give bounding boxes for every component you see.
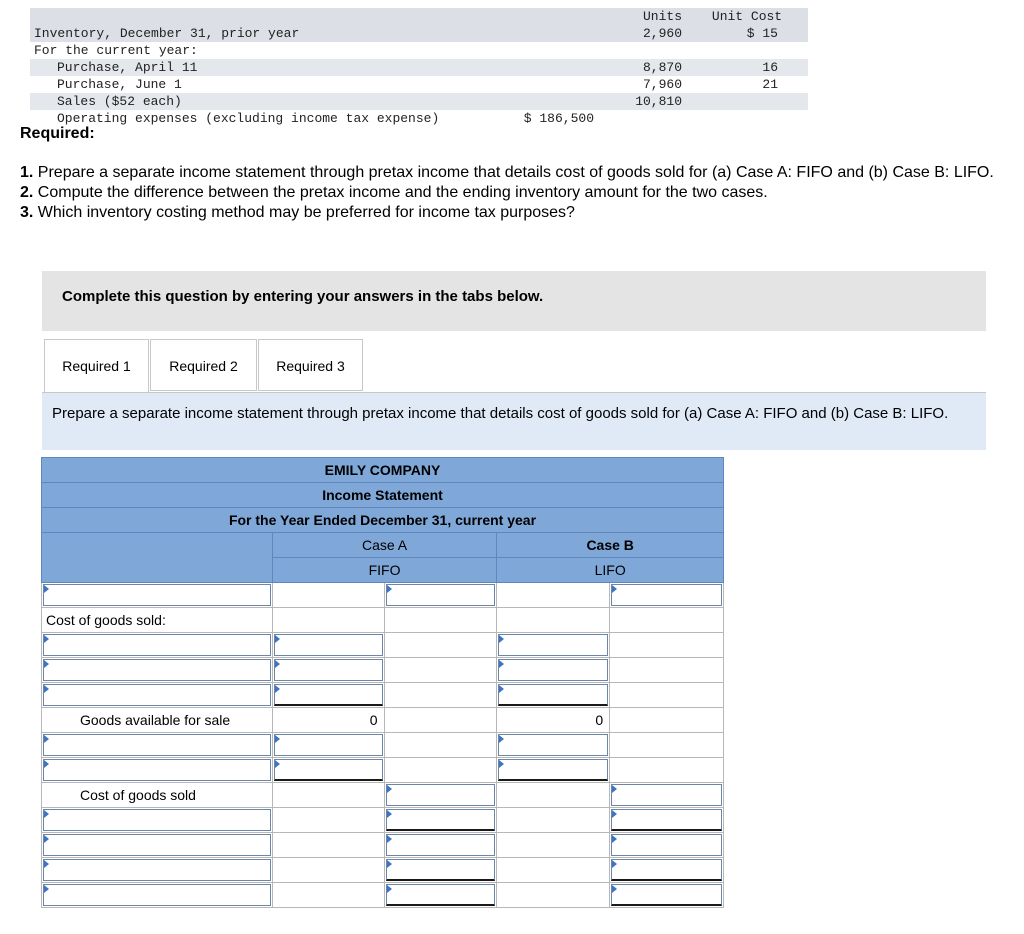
case-a-amount-input[interactable] bbox=[386, 834, 496, 856]
statement-row bbox=[42, 608, 724, 633]
statement-row bbox=[42, 658, 724, 683]
question-text: Prepare a separate income statement through pretax income that details cost of goods sold for (a) Case A: FIFO and (b) Case B: LIFO. bbox=[37, 164, 994, 181]
case-a-amount-input[interactable] bbox=[386, 859, 496, 881]
statement-title: Income Statement bbox=[42, 483, 724, 508]
statement-row bbox=[42, 683, 724, 708]
dropdown-arrow-icon bbox=[44, 685, 49, 693]
statement-row bbox=[42, 758, 724, 783]
data-label: Purchase, June 1 bbox=[57, 77, 182, 92]
line-item-dropdown[interactable] bbox=[43, 584, 271, 606]
case-a-amount-input[interactable] bbox=[274, 684, 383, 706]
statement-row bbox=[42, 583, 724, 608]
case-a-pretax-input[interactable] bbox=[386, 884, 496, 906]
cogs-section-label: Cost of goods sold: bbox=[42, 608, 273, 633]
data-label: For the current year: bbox=[34, 43, 198, 58]
tab-prompt bbox=[42, 393, 986, 450]
data-row bbox=[30, 93, 808, 110]
line-item-dropdown[interactable] bbox=[43, 809, 271, 831]
case-a-amount-input[interactable] bbox=[274, 759, 383, 781]
data-units: 10,810 bbox=[598, 93, 686, 110]
data-row bbox=[30, 110, 808, 127]
dropdown-arrow-icon bbox=[44, 635, 49, 643]
data-header-row bbox=[30, 8, 808, 25]
question-item bbox=[20, 163, 1000, 183]
question-text: Which inventory costing method may be preferred for income tax purposes? bbox=[37, 204, 575, 221]
data-units: 7,960 bbox=[642, 77, 682, 92]
case-b-amount-input[interactable] bbox=[611, 859, 722, 881]
case-b-amount-input[interactable] bbox=[611, 834, 722, 856]
statement-row bbox=[42, 883, 724, 908]
data-label: Inventory, December 31, prior year bbox=[30, 25, 450, 42]
data-row bbox=[30, 59, 808, 76]
case-a-header: Case A bbox=[272, 533, 497, 558]
dropdown-arrow-icon bbox=[44, 810, 49, 818]
statement-row bbox=[42, 833, 724, 858]
case-b-amount-input[interactable] bbox=[498, 734, 608, 756]
case-b-cogs-input[interactable] bbox=[611, 784, 722, 806]
case-b-amount-input[interactable] bbox=[498, 659, 608, 681]
dropdown-arrow-icon bbox=[275, 685, 280, 693]
data-label bbox=[30, 8, 450, 25]
question-number: 1. bbox=[20, 164, 34, 181]
income-statement-table bbox=[41, 457, 724, 908]
dropdown-arrow-icon bbox=[275, 760, 280, 768]
prompt-text: Prepare a separate income statement through pretax income that details cost of goods sold for (a) Case A: FIFO and (b) Case B: LIFO. bbox=[52, 405, 949, 422]
question-item bbox=[20, 203, 1000, 223]
line-item-dropdown[interactable] bbox=[43, 884, 271, 906]
statement-row bbox=[42, 733, 724, 758]
case-b-header: Case B bbox=[497, 533, 724, 558]
dropdown-arrow-icon bbox=[275, 635, 280, 643]
dropdown-arrow-icon bbox=[44, 760, 49, 768]
dropdown-arrow-icon bbox=[499, 760, 504, 768]
data-cost: 16 bbox=[686, 59, 808, 76]
line-item-dropdown[interactable] bbox=[43, 734, 271, 756]
question-number: 3. bbox=[20, 204, 34, 221]
case-a-amount-input[interactable] bbox=[386, 809, 496, 831]
data-row bbox=[30, 25, 808, 42]
case-b-amount-input[interactable] bbox=[611, 584, 722, 606]
instruction-banner bbox=[42, 271, 986, 331]
inventory-data-table bbox=[30, 8, 808, 127]
line-item-dropdown[interactable] bbox=[43, 834, 271, 856]
dropdown-arrow-icon bbox=[499, 660, 504, 668]
data-units: 8,870 bbox=[598, 59, 686, 76]
data-units: 2,960 bbox=[598, 25, 686, 42]
dropdown-arrow-icon bbox=[275, 735, 280, 743]
data-cost: 21 bbox=[762, 77, 778, 92]
dropdown-arrow-icon bbox=[44, 660, 49, 668]
case-a-amount-input[interactable] bbox=[274, 659, 383, 681]
line-item-dropdown[interactable] bbox=[43, 659, 271, 681]
required-heading: Required: bbox=[20, 125, 95, 142]
unit-cost-header: Unit Cost bbox=[686, 8, 808, 25]
data-label: Operating expenses (excluding income tax expense) bbox=[57, 111, 440, 126]
dropdown-arrow-icon bbox=[612, 585, 617, 593]
dropdown-arrow-icon bbox=[44, 885, 49, 893]
dropdown-arrow-icon bbox=[612, 810, 617, 818]
line-item-dropdown[interactable] bbox=[43, 759, 271, 781]
question-text: Compute the difference between the pretax income and the ending inventory amount for the two cases. bbox=[37, 184, 768, 201]
question-item bbox=[20, 183, 1000, 203]
method-a-header: FIFO bbox=[272, 558, 497, 583]
dropdown-arrow-icon bbox=[612, 885, 617, 893]
tab-required-1[interactable]: Required 1 bbox=[44, 339, 149, 393]
dropdown-arrow-icon bbox=[44, 585, 49, 593]
line-item-dropdown[interactable] bbox=[43, 634, 271, 656]
line-item-dropdown[interactable] bbox=[43, 684, 271, 706]
case-a-amount-input[interactable] bbox=[274, 634, 383, 656]
case-b-amount-input[interactable] bbox=[498, 684, 608, 706]
units-header: Units bbox=[598, 8, 686, 25]
case-b-amount-input[interactable] bbox=[498, 634, 608, 656]
instruction-text: Complete this question by entering your answers in the tabs below. bbox=[62, 288, 544, 305]
dropdown-arrow-icon bbox=[387, 860, 392, 868]
data-row bbox=[30, 42, 808, 59]
data-label: Purchase, April 11 bbox=[30, 59, 450, 76]
tab-required-3[interactable]: Required 3 bbox=[258, 339, 363, 391]
dropdown-arrow-icon bbox=[387, 835, 392, 843]
dropdown-arrow-icon bbox=[499, 735, 504, 743]
statement-row bbox=[42, 858, 724, 883]
goods-available-label: Goods available for sale bbox=[42, 708, 273, 733]
data-label: Sales ($52 each) bbox=[30, 93, 450, 110]
data-amount: $ 186,500 bbox=[523, 111, 594, 126]
line-item-dropdown[interactable] bbox=[43, 859, 271, 881]
goods-available-case-a: 0 bbox=[272, 708, 384, 733]
question-list bbox=[20, 163, 1000, 223]
dropdown-arrow-icon bbox=[44, 735, 49, 743]
dropdown-arrow-icon bbox=[44, 835, 49, 843]
statement-row bbox=[42, 783, 724, 808]
dropdown-arrow-icon bbox=[499, 685, 504, 693]
dropdown-arrow-icon bbox=[44, 860, 49, 868]
goods-available-case-b: 0 bbox=[497, 708, 610, 733]
cost-of-goods-sold-label: Cost of goods sold bbox=[42, 783, 273, 808]
company-name: EMILY COMPANY bbox=[42, 458, 724, 483]
dropdown-arrow-icon bbox=[612, 835, 617, 843]
data-row bbox=[30, 76, 808, 93]
dropdown-arrow-icon bbox=[387, 885, 392, 893]
dropdown-arrow-icon bbox=[387, 810, 392, 818]
dropdown-arrow-icon bbox=[275, 660, 280, 668]
method-b-header: LIFO bbox=[497, 558, 724, 583]
case-b-pretax-input[interactable] bbox=[611, 884, 722, 906]
question-number: 2. bbox=[20, 184, 34, 201]
case-b-amount-input[interactable] bbox=[498, 759, 608, 781]
statement-period: For the Year Ended December 31, current year bbox=[42, 508, 724, 533]
dropdown-arrow-icon bbox=[387, 785, 392, 793]
statement-row bbox=[42, 633, 724, 658]
case-a-amount-input[interactable] bbox=[274, 734, 383, 756]
dropdown-arrow-icon bbox=[387, 585, 392, 593]
dropdown-arrow-icon bbox=[612, 785, 617, 793]
tab-required-2[interactable]: Required 2 bbox=[150, 339, 257, 391]
statement-row bbox=[42, 808, 724, 833]
case-a-amount-input[interactable] bbox=[386, 584, 496, 606]
statement-row bbox=[42, 708, 724, 733]
case-a-cogs-input[interactable] bbox=[386, 784, 496, 806]
data-cost: $ 15 bbox=[686, 25, 808, 42]
case-b-amount-input[interactable] bbox=[611, 809, 722, 831]
dropdown-arrow-icon bbox=[499, 635, 504, 643]
dropdown-arrow-icon bbox=[612, 860, 617, 868]
